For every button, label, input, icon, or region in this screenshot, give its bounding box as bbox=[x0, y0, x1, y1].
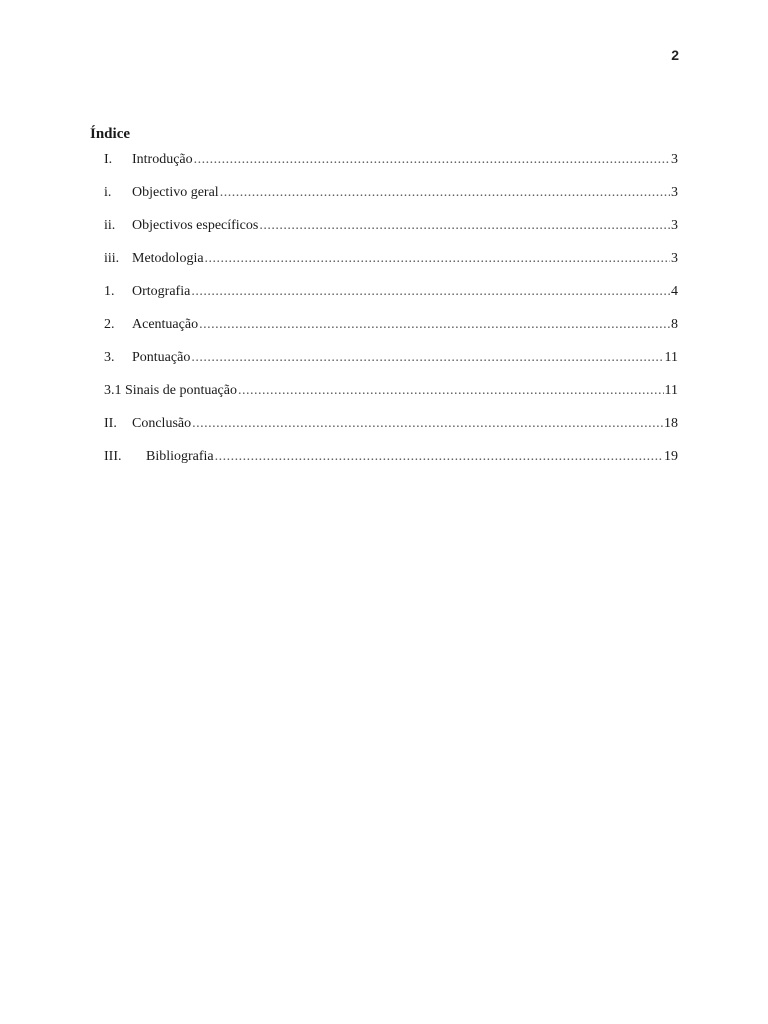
toc-entry-page: 19 bbox=[664, 449, 678, 464]
toc-dot-leader bbox=[191, 282, 670, 302]
toc-entry-page: 4 bbox=[671, 284, 678, 299]
toc-entry-number: ii. bbox=[104, 218, 116, 233]
toc-dot-leader bbox=[194, 150, 670, 170]
toc-dot-leader bbox=[220, 183, 670, 203]
toc-title: Índice bbox=[90, 126, 131, 142]
toc-entry-label: Pontuação bbox=[132, 350, 191, 365]
toc-dot-leader bbox=[215, 447, 663, 467]
toc-entry[interactable] bbox=[90, 249, 678, 282]
toc-entry-page: 8 bbox=[671, 317, 678, 332]
toc-entry-number: i. bbox=[104, 185, 112, 200]
toc-entry-label: Ortografia bbox=[132, 284, 191, 299]
toc-dot-leader bbox=[199, 315, 670, 335]
toc-entry-label: Metodologia bbox=[132, 251, 204, 266]
toc-entry-page: 3 bbox=[671, 251, 678, 266]
toc-entry[interactable] bbox=[90, 315, 678, 348]
toc-entry[interactable] bbox=[90, 183, 678, 216]
toc-entry-number: 2. bbox=[104, 317, 115, 332]
toc-entry[interactable] bbox=[90, 150, 678, 183]
toc-entry-page: 3 bbox=[671, 152, 678, 167]
toc-dot-leader bbox=[259, 216, 670, 236]
toc-dot-leader bbox=[205, 249, 670, 269]
toc-dot-leader bbox=[192, 414, 663, 434]
toc-entry-page: 18 bbox=[664, 416, 678, 431]
toc-entry[interactable] bbox=[90, 447, 678, 480]
toc-entry-label: Bibliografia bbox=[146, 449, 214, 464]
toc-entry-page: 11 bbox=[664, 350, 678, 365]
toc-entry[interactable] bbox=[90, 381, 678, 414]
toc-entry-label: Objectivos específicos bbox=[132, 218, 259, 233]
toc-entry-number: iii. bbox=[104, 251, 120, 266]
toc-entry-label: Objectivo geral bbox=[132, 185, 219, 200]
toc-dot-leader bbox=[238, 381, 664, 401]
toc-entry-number: I. bbox=[104, 152, 113, 167]
toc-entry-number: 1. bbox=[104, 284, 115, 299]
toc-entry-number: 3. bbox=[104, 350, 115, 365]
toc-entry[interactable] bbox=[90, 414, 678, 447]
toc-entry-label: 3.1 Sinais de pontuação bbox=[104, 383, 237, 398]
toc-entry[interactable] bbox=[90, 216, 678, 249]
table-of-contents bbox=[90, 124, 678, 480]
toc-entry[interactable] bbox=[90, 282, 678, 315]
toc-entry-page: 3 bbox=[671, 218, 678, 233]
toc-entry-label: Introdução bbox=[132, 152, 193, 167]
toc-entry-label: Acentuação bbox=[132, 317, 199, 332]
toc-dot-leader bbox=[191, 348, 663, 368]
toc-entry-page: 3 bbox=[671, 185, 678, 200]
toc-entry-number: III. bbox=[104, 449, 122, 464]
toc-entry-page: 11 bbox=[664, 383, 678, 398]
toc-list bbox=[90, 150, 678, 480]
page-number: 2 bbox=[671, 47, 679, 63]
toc-entry-number: II. bbox=[104, 416, 117, 431]
toc-entry-label: Conclusão bbox=[132, 416, 192, 431]
toc-entry[interactable] bbox=[90, 348, 678, 381]
